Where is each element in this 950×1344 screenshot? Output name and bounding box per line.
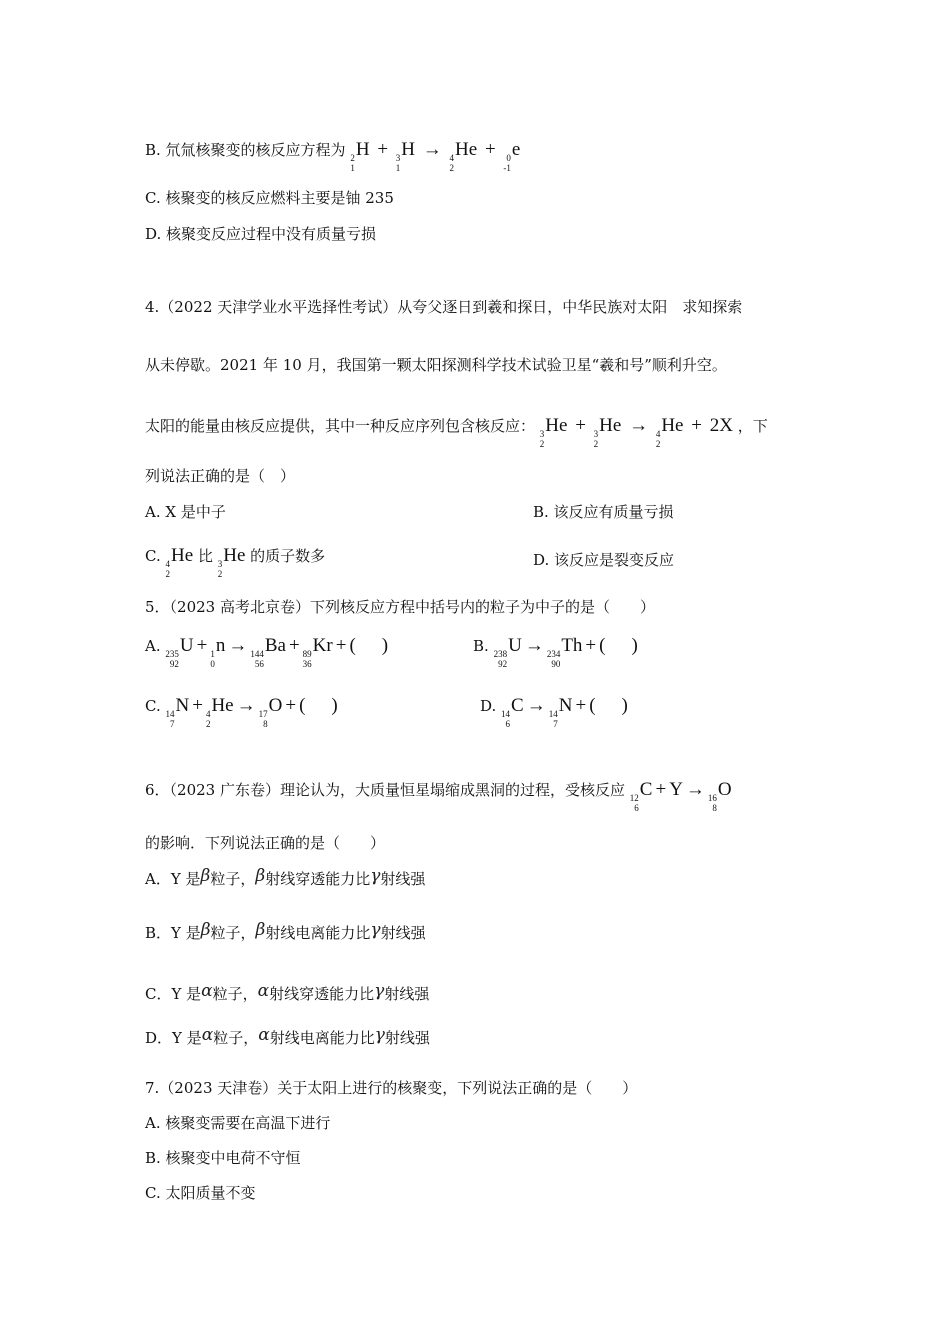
option-6d: D．Y 是α粒子，α射线电离能力比γ射线强 bbox=[145, 1025, 430, 1047]
question-4-line3: 太阳的能量由核反应提供，其中一种反应序列包含核反应： 3 2 He + 3 2 He → 4 2 He + 2X ，下 bbox=[145, 415, 768, 449]
option-6c: C．Y 是α粒子，α射线穿透能力比γ射线强 bbox=[145, 981, 430, 1003]
question-7: 7.（2023 天津卷）关于太阳上进行的核聚变，下列说法正确的是（ ） bbox=[145, 1079, 638, 1097]
question-4-line2: 从未停歇。2021 年 10 月，我国第一颗太阳探测科学技术试验卫星“羲和号”顺利升空。 bbox=[145, 356, 727, 374]
option-7a: A. 核聚变需要在高温下进行 bbox=[145, 1114, 331, 1132]
question-6-line1: 6．（2023 广东卷）理论认为，大质量恒星塌缩成黑洞的过程，受核反应 12 6 C + Y → 16 8 O bbox=[145, 779, 732, 813]
question-6-line2: 的影响．下列说法正确的是（ ） bbox=[145, 834, 386, 852]
equation-3b: 2 1 H + 3 1 H → 4 2 He + 0 -1 e bbox=[350, 139, 521, 173]
option-6b: B．Y 是β粒子，β射线电离能力比γ射线强 bbox=[145, 920, 426, 942]
question-5: 5．（2023 高考北京卷）下列核反应方程中括号内的粒子为中子的是（ ） bbox=[145, 598, 655, 616]
option-5c: C. 14 7 N + 4 2 He → 17 8 O + ( ) bbox=[145, 695, 338, 729]
option-4c: C. 4 2 He 比 3 2 He 的质子数多 bbox=[145, 545, 326, 579]
equation-4: 3 2 He + 3 2 He → 4 2 He + 2X bbox=[539, 415, 733, 449]
option-6a: A．Y 是β粒子，β射线穿透能力比γ射线强 bbox=[145, 866, 426, 888]
question-4-line4: 列说法正确的是（ ） bbox=[145, 467, 296, 485]
option-5d: D. 14 6 C → 14 7 N + ( ) bbox=[480, 695, 628, 729]
option-7b: B. 核聚变中电荷不守恒 bbox=[145, 1149, 301, 1167]
option-3d: D. 核聚变反应过程中没有质量亏损 bbox=[145, 225, 377, 243]
option-7c: C. 太阳质量不变 bbox=[145, 1184, 256, 1202]
option-3c: C. 核聚变的核反应燃料主要是铀 235 bbox=[145, 189, 394, 207]
option-4b: B. 该反应有质量亏损 bbox=[533, 503, 674, 521]
option-5a: A. 235 92 U + 1 0 n → 144 56 Ba + 89 36 Kr + ( ) bbox=[145, 635, 389, 669]
option-4d: D. 该反应是裂变反应 bbox=[533, 551, 675, 569]
option-3b: B. 氘氚核聚变的核反应方程为 2 1 H + 3 1 H → 4 2 He + 0 -1 e bbox=[145, 139, 521, 173]
option-4a: A. X 是中子 bbox=[145, 503, 226, 521]
question-4-line1: 4.（2022 天津学业水平选择性考试）从夸父逐日到羲和探日，中华民族对太阳 求知探索 bbox=[145, 298, 743, 316]
option-5b: B. 238 92 U → 234 90 Th + ( ) bbox=[473, 635, 638, 669]
